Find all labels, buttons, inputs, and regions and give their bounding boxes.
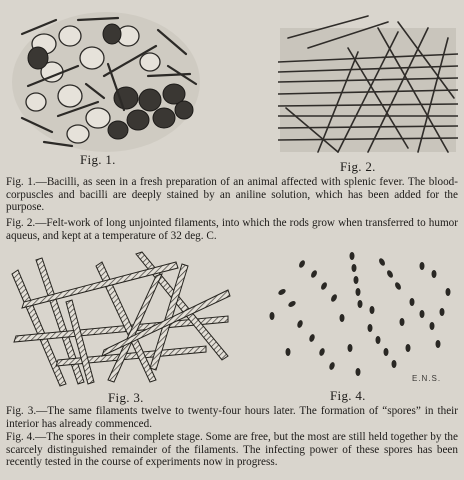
caption-figure-2: Fig. 2.—Felt-work of long unjointed filaments, into which the rods grow when transferred to humor aqueus, and kept at a temperature of 32 deg. C. bbox=[6, 217, 458, 242]
illustrator-signature: E.N.S. bbox=[412, 374, 442, 383]
figure-3-illustration bbox=[6, 246, 238, 388]
figure-2-illustration bbox=[278, 8, 458, 156]
figure-3-label: Fig. 3. bbox=[108, 390, 144, 405]
figure-2-label: Fig. 2. bbox=[340, 159, 376, 174]
figure-1-label: Fig. 1. bbox=[80, 152, 116, 167]
figure-1-illustration bbox=[8, 6, 204, 156]
figure-4-label: Fig. 4. bbox=[330, 388, 366, 403]
caption-figure-3: Fig. 3.—The same filaments twelve to twenty-four hours later. The formation of “spores” in their interior has already commenced. bbox=[6, 405, 458, 430]
figure-4-illustration bbox=[262, 252, 458, 384]
caption-figure-4: Fig. 4.—The spores in their complete stage. Some are free, but the most are still held together by the scarcely distinguished remainder of the filaments. The infecting power of these spores has been recently tested in the course of experiments now in progress. bbox=[6, 431, 458, 469]
caption-figure-1: Fig. 1.—Bacilli, as seen in a fresh preparation of an animal affected with splenic fever. The blood-corpuscles and bacilli are deeply stained by an aniline solution, which has been added for the purpose. bbox=[6, 176, 458, 214]
